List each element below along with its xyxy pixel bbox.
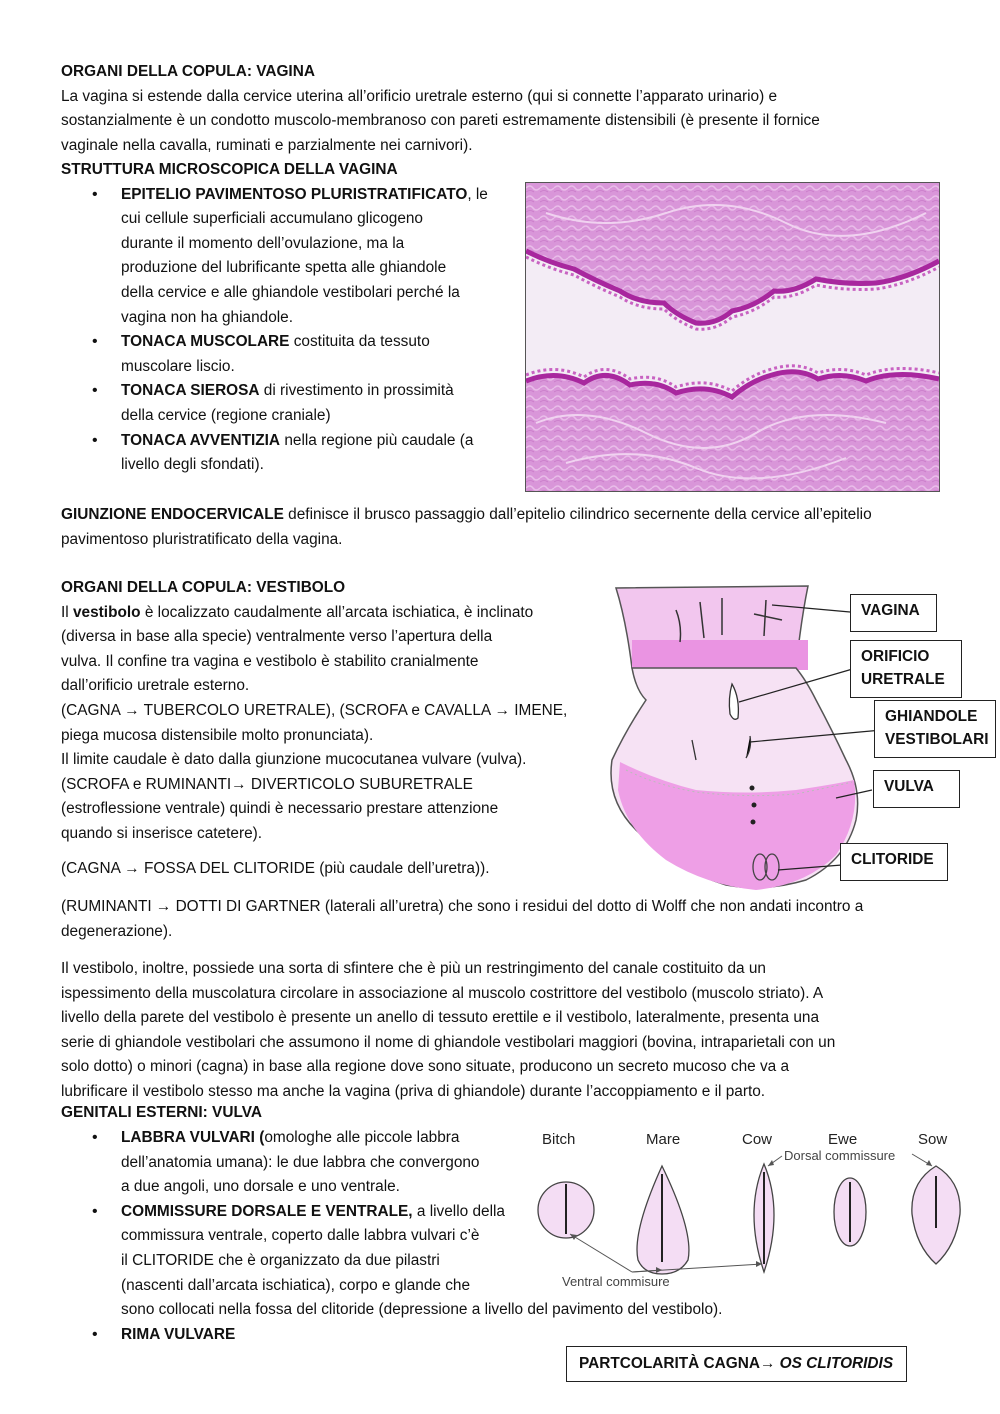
- text-line: vulva. Il confine tra vagina e vestibolo è stabilito cranialmente: [61, 652, 479, 670]
- text-line: Il vestibolo, inoltre, possiede una sorta di sfintere che è più un restringimento del canale costituito da un: [61, 960, 766, 977]
- histology-image: [525, 182, 940, 492]
- bullet-text: omologhe alle piccole labbra: [264, 1129, 460, 1146]
- section-junction: [61, 503, 981, 552]
- bullet-text: vagina non ha ghiandole.: [121, 308, 294, 326]
- label-line: GHIANDOLE: [885, 708, 978, 725]
- label-clitoride: CLITORIDE: [840, 843, 948, 881]
- text-span: Il: [61, 603, 73, 621]
- text-line: serie di ghiandole vestibolari che assumono il nome di ghiandole vestibolari maggiori (bovina, intraparietali con un: [61, 1033, 836, 1051]
- bullet-item: [61, 429, 521, 478]
- arrow-icon: →: [759, 1355, 776, 1372]
- text-line: dall’orificio uretrale esterno.: [61, 677, 250, 695]
- text-span: è localizzato caudalmente all’arcata ischiatica, è inclinato: [140, 603, 534, 621]
- text-line: La vagina si estende dalla cervice uterina all’orificio uretrale esterno (qui si connette l’apparato urinario) e: [61, 87, 778, 105]
- bullet-text: costituita da tessuto: [289, 333, 430, 351]
- species-label: Ewe: [828, 1131, 858, 1148]
- label-vulva: VULVA: [873, 770, 960, 808]
- text-line: vaginale nella cavalla, ruminati e parzialmente nei carnivori).: [61, 136, 473, 154]
- species-label: Mare: [646, 1131, 681, 1148]
- footer-text: PARTCOLARITÀ CAGNA: [579, 1355, 760, 1372]
- footer-italic: OS CLITORIDIS: [779, 1355, 894, 1372]
- bullet-text: produzione del lubrificante spetta alle ghiandole: [121, 259, 447, 277]
- bullet-bold: RIMA VULVARE: [121, 1325, 236, 1343]
- bullet-text: il CLITORIDE che è organizzato da due pilastri: [121, 1251, 440, 1269]
- bullet-bold: COMMISSURE DORSALE E VENTRALE,: [121, 1202, 413, 1220]
- section-vestibolo: [61, 576, 591, 847]
- text-line: (diversa in base alla specie) ventralmente verso l’apertura della: [61, 628, 493, 646]
- dorsal-commissure-label: Dorsal commissure: [784, 1148, 896, 1163]
- bullet-bold: EPITELIO PAVIMENTOSO PLURISTRATIFICATO: [121, 185, 468, 203]
- text-line: solo dotto) o minori (cagna) in base alla regione dove sono situate, producono un secreto mucoso che va a: [61, 1058, 790, 1076]
- bullet-text: della cervice e alle ghiandole vestibolari perché la: [121, 283, 460, 301]
- bullet-text: a due angoli, uno dorsale e uno ventrale.: [121, 1178, 400, 1196]
- text-line: degenerazione).: [61, 922, 173, 940]
- species-label: Cow: [742, 1131, 773, 1148]
- label-vagina: VAGINA: [850, 594, 937, 632]
- section-title-vagina: ORGANI DELLA COPULA: VAGINA: [61, 63, 315, 80]
- junction-text: definisce il brusco passaggio dall’epitelio cilindrico secernente della cervice all’epitelio: [283, 506, 872, 523]
- text-line: ispessimento della muscolatura circolare in associazione al muscolo costrittore del vestibolo (muscolo striato). A: [61, 984, 824, 1002]
- text-line-cagna: (CAGNA → FOSSA DEL CLITORIDE (più caudale dell’uretra)).: [61, 860, 490, 877]
- section-vagina: [61, 60, 961, 158]
- paragraph-vestibolo: [61, 957, 991, 1105]
- label-line: URETRALE: [861, 671, 945, 688]
- bullet-text: sono collocati nella fossa del clitoride (depressione a livello del pavimento del vestibolo).: [121, 1301, 723, 1319]
- junction-text: pavimentoso pluristratificato della vagina.: [61, 530, 343, 548]
- bullet-bold: LABBRA VULVARI (: [121, 1129, 265, 1146]
- text-line: (CAGNA → TUBERCOLO URETRALE), (SCROFA e CAVALLA → IMENE,: [61, 701, 568, 719]
- text-line: quando si inserisce catetere).: [61, 824, 263, 842]
- bullet-bold: TONACA MUSCOLARE: [121, 333, 290, 351]
- text-line: sostanzialmente è un condotto muscolo-membranoso con pareti estremamente distensibili (è presente il fornice: [61, 112, 820, 130]
- bullet-text: , le: [467, 185, 488, 203]
- section-microscopic-structure: [61, 158, 521, 478]
- bullet-text: nella regione più caudale (a: [280, 431, 474, 449]
- bullet-bold: TONACA AVVENTIZIA: [121, 431, 281, 449]
- text-line: Il limite caudale è dato dalla giunzione mucocutanea vulvare (vulva).: [61, 751, 527, 769]
- label-ghiandole-vestibolari: [874, 700, 996, 758]
- bullet-text: livello degli sfondati).: [121, 456, 264, 474]
- text-ruminanti: [61, 895, 991, 944]
- bullet-text: di rivestimento in prossimità: [259, 382, 454, 400]
- bullet-text: (nascenti dall’arcata ischiatica), corpo e glande che: [121, 1276, 471, 1294]
- bullet-bold: TONACA SIEROSA: [121, 382, 260, 400]
- text-line: lubrificare il vestibolo stesso ma anche la vagina (priva di ghiandole) durante l’accoppiamento e il parto.: [61, 1082, 766, 1100]
- bullet-text: durante il momento dell’ovulazione, ma la: [121, 234, 405, 252]
- vulva-species-illustration: [532, 1122, 962, 1302]
- text-line: piega mucosa distensibile molto pronunciata).: [61, 726, 374, 744]
- bullet-text: della cervice (regione craniale): [121, 406, 331, 424]
- bullet-text: muscolare liscio.: [121, 357, 235, 375]
- bullet-item: [61, 183, 521, 331]
- vulva-species-diagram: [532, 1122, 962, 1302]
- section-title-vestibolo: ORGANI DELLA COPULA: VESTIBOLO: [61, 579, 346, 596]
- bullet-text: dell’anatomia umana): le due labbra che convergono: [121, 1153, 480, 1171]
- text-line: (estroflessione ventrale) quindi è necessario prestare attenzione: [61, 800, 499, 818]
- footer-note: [566, 1346, 907, 1382]
- section-title-vulva: GENITALI ESTERNI: VULVA: [61, 1104, 262, 1121]
- species-label: Bitch: [542, 1131, 576, 1148]
- bullet-text: cui cellule superficiali accumulano glicogeno: [121, 210, 423, 228]
- species-label: Sow: [918, 1131, 948, 1148]
- label-orificio-uretrale: [850, 640, 962, 698]
- label-line: VESTIBOLARI: [885, 731, 989, 748]
- bullet-text: a livello della: [412, 1202, 505, 1220]
- text-line: livello della parete del vestibolo è presente un anello di tessuto erettile e il vestibolo, lateralmente, presenta una: [61, 1009, 820, 1027]
- ventral-commissure-label: Ventral commisure: [562, 1274, 670, 1289]
- bullet-list: [61, 183, 521, 478]
- bullet-item: [61, 379, 521, 428]
- text-bold: vestibolo: [72, 603, 141, 621]
- bullet-item: [61, 330, 521, 379]
- section-title-microscopic: STRUTTURA MICROSCOPICA DELLA VAGINA: [61, 161, 398, 178]
- text-line: (SCROFA e RUMINANTI→ DIVERTICOLO SUBURETRALE: [61, 775, 473, 793]
- junction-bold: GIUNZIONE ENDOCERVICALE: [61, 506, 284, 523]
- bullet-item: [61, 1323, 821, 1348]
- bullet-text: commissura ventrale, coperto dalle labbra vulvari c’è: [121, 1227, 480, 1245]
- label-line: ORIFICIO: [861, 648, 930, 665]
- histology-illustration: [526, 183, 939, 491]
- text-line: (RUMINANTI → DOTTI DI GARTNER (laterali all’uretra) che sono i residui del dotto di Wolff che non andati incontro a: [61, 898, 864, 915]
